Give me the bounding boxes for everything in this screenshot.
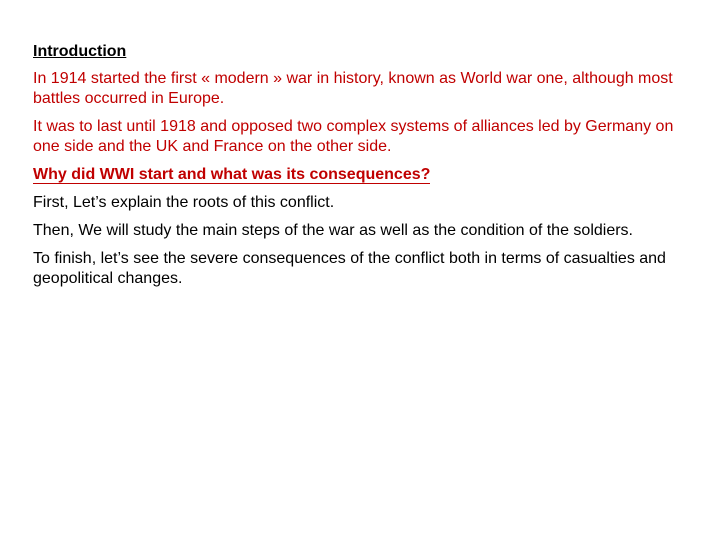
plan-step-1: First, Let’s explain the roots of this conflict. [33,194,335,211]
problem-question [33,165,683,185]
slide-content [33,42,683,297]
section-heading: Introduction [33,43,127,60]
plan-step-2: Then, We will study the main steps of the war as well as the condition of the soldiers. [33,222,633,239]
plan-step-3: To finish, let’s see the severe consequences of the conflict both in terms of casualties and geopolitical changes. [33,250,666,287]
intro-paragraph-2: It was to last until 1918 and opposed two complex systems of alliances led by Germany on one side and the UK and France on the other side. [33,118,674,155]
problem-question-text: Why did WWI start and what was its consequences? [33,166,431,183]
intro-paragraph-1: In 1914 started the first « modern » war in history, known as World war one, although most battles occurred in Europe. [33,70,673,107]
